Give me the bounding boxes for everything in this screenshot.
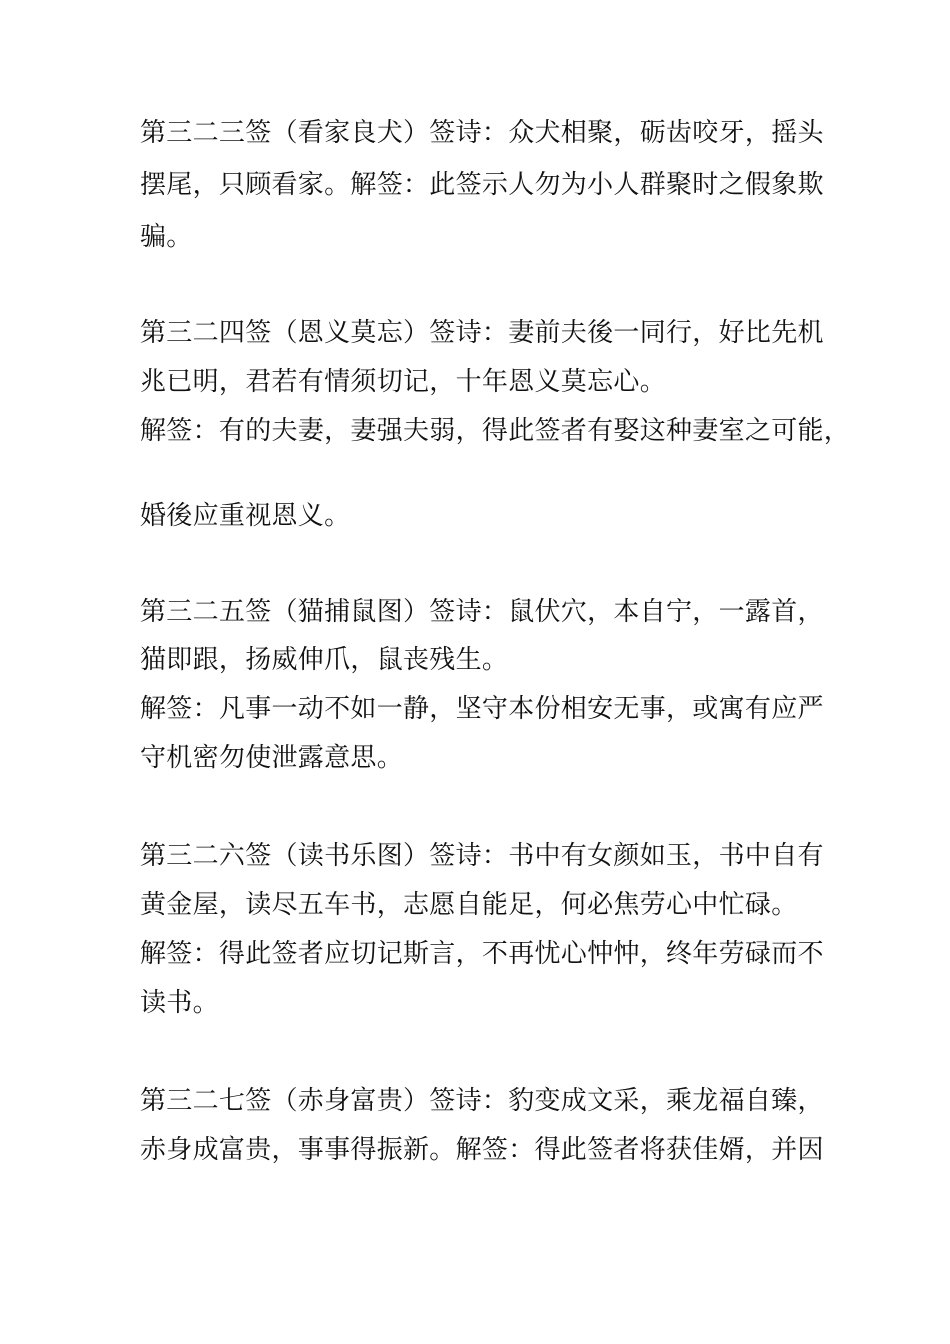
text-line: 解签：得此签者应切记斯言，不再忧心忡忡，终年劳碌而不 xyxy=(140,939,824,969)
text-line: 赤身成富贵，事事得振新。解签：得此签者将获佳婿，并因 xyxy=(140,1135,824,1165)
text-line: 第三二三签（看家良犬）签诗：众犬相聚，砺齿咬牙，摇头 xyxy=(140,118,824,148)
text-line: 婚後应重视恩义。 xyxy=(140,501,351,531)
text-line: 黄金屋，读尽五车书，志愿自能足，何必焦劳心中忙碌。 xyxy=(140,890,798,920)
text-line: 第三二五签（猫捕鼠图）签诗：鼠伏穴，本自宁，一露首， xyxy=(140,597,824,627)
text-line: 兆已明，君若有情须切记，十年恩义莫忘心。 xyxy=(140,367,667,397)
text-line: 猫即跟，扬威伸爪，鼠丧残生。 xyxy=(140,645,509,675)
text-line: 守机密勿使泄露意思。 xyxy=(140,743,404,773)
text-line: 解签：凡事一动不如一静，坚守本份相安无事，或寓有应严 xyxy=(140,694,824,724)
text-line: 第三二四签（恩义莫忘）签诗：妻前夫後一同行，好比先机 xyxy=(140,318,824,348)
text-line: 读书。 xyxy=(140,988,219,1018)
text-line: 第三二六签（读书乐图）签诗：书中有女颜如玉，书中自有 xyxy=(140,841,824,871)
text-line: 骗。 xyxy=(140,222,193,252)
text-line: 摆尾，只顾看家。解签：此签示人勿为小人群聚时之假象欺 xyxy=(140,170,824,200)
text-line: 解签：有的夫妻，妻强夫弱，得此签者有娶这种妻室之可能， xyxy=(140,416,851,446)
text-line: 第三二七签（赤身富贵）签诗：豹变成文采，乘龙福自臻， xyxy=(140,1086,824,1116)
